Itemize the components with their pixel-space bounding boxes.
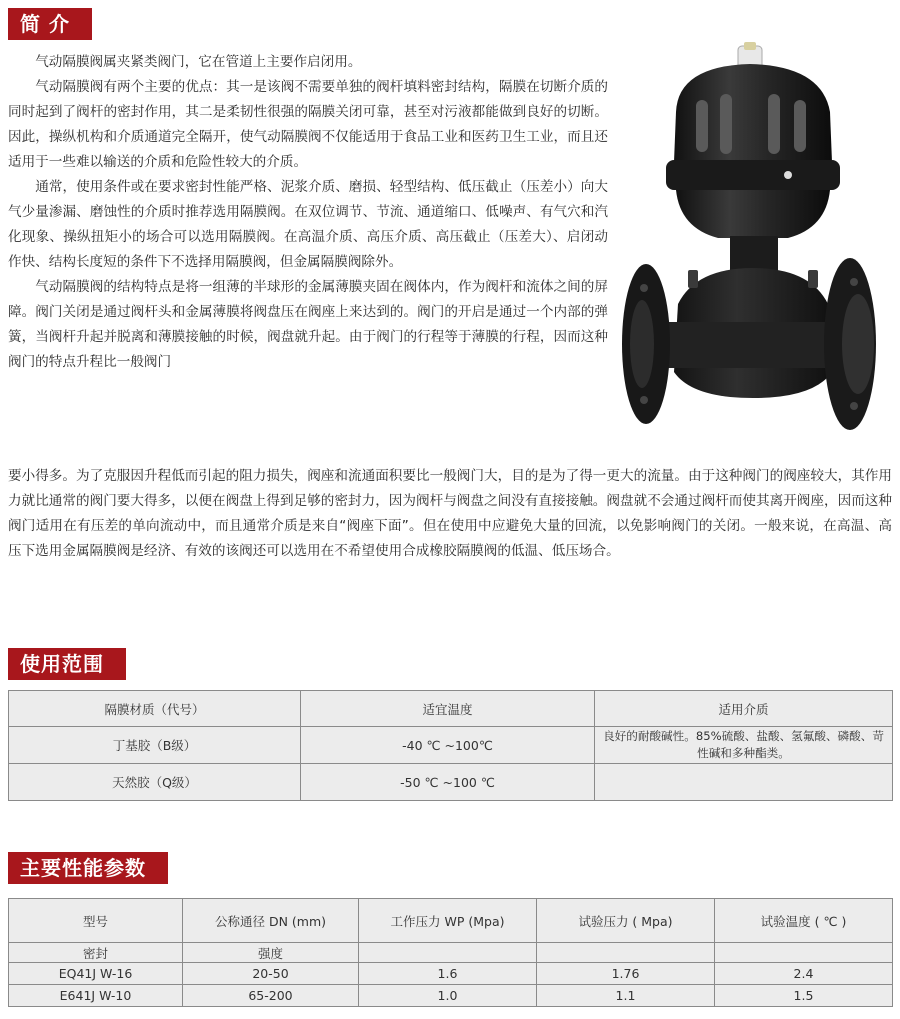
column-header-temperature: 适宜温度	[301, 691, 595, 727]
intro-text-continued	[8, 464, 892, 564]
table-header-row	[9, 691, 893, 727]
intro-text-block	[8, 50, 608, 375]
column-header-test-pressure: 试验压力 ( Mpa)	[537, 899, 715, 943]
table-cell: 65-200	[183, 985, 359, 1007]
performance-params-table	[8, 898, 893, 1007]
table-cell: EQ41J W-16	[9, 963, 183, 985]
intro-paragraph-2: 气动隔膜阀有两个主要的优点：其一是该阀不需要单独的阀杆填料密封结构，隔膜在切断介质的同时起到了阀杆的密封作用，其二是柔韧性很强的隔膜关闭可靠，甚至对污液都能做到良好的切断。因此，操纵机构和介质通道完全隔开，使气动隔膜阀不仅能适用于食品工业和医药卫生工业，而且还适用于一些难以输送的介质和危险性较大的介质。	[8, 79, 608, 170]
intro-paragraph-3: 通常，使用条件或在要求密封性能严格、泥浆介质、磨损、轻型结构、低压截止（压差小）向大气少量渗漏、磨蚀性的介质时推荐选用隔膜阀。在双位调节、节流、通道缩口、低噪声、有气穴和汽化现象、操纵扭矩小的场合可以选用隔膜阀。在高温介质、高压介质、高压截止（压差大）、启闭动作快、结构长度短的条件下不选择用隔膜阀，但金属隔膜阀除外。	[8, 179, 608, 270]
intro-paragraph-4-continued: 要小得多。为了克服因升程低而引起的阻力损失，阀座和流通面积要比一般阀门大，目的是为了得一更大的流量。由于这种阀门的阀座较大，其作用力就比通常的阀门要大得多，以便在阀盘上得到足够的密封力，因为阀杆与阀盘之间没有直接接触。阀盘就不会通过阀杆而使其离开阀座，因而这种阀门适用在有压差的单向流动中，而且通常介质是来自“阀座下面”。但在使用中应避免大量的回流，以免影响阀门的关闭。一般来说，在高温、高压下选用金属隔膜阀是经济、有效的该阀还可以选用在不希望使用合成橡胶隔膜阀的低温、低压场合。	[8, 468, 892, 559]
table-cell: 1.76	[537, 963, 715, 985]
table-cell: -50 ℃ ~100 ℃	[301, 764, 595, 801]
table-cell: 天然胶（Q级）	[9, 764, 301, 801]
column-header-working-pressure: 工作压力 WP (Mpa)	[359, 899, 537, 943]
column-header-test-temperature: 试验温度 ( ℃ )	[715, 899, 893, 943]
subheader-cell	[537, 943, 715, 963]
table-cell: 1.0	[359, 985, 537, 1007]
table-cell	[595, 764, 893, 801]
table-cell: 丁基胶（B级）	[9, 727, 301, 764]
subheader-cell	[359, 943, 537, 963]
subheader-cell	[715, 943, 893, 963]
usage-range-table	[8, 690, 893, 801]
pneumatic-diaphragm-valve-icon	[618, 42, 880, 442]
column-header-material: 隔膜材质（代号）	[9, 691, 301, 727]
intro-paragraph-1: 气动隔膜阀属夹紧类阀门，它在管道上主要作启闭用。	[35, 54, 362, 70]
params-section-title: 主要性能参数	[8, 852, 168, 884]
table-row	[9, 963, 893, 985]
table-subheader-row	[9, 943, 893, 963]
table-cell: 1.1	[537, 985, 715, 1007]
column-header-model: 型号	[9, 899, 183, 943]
intro-section-title: 简 介	[8, 8, 92, 40]
table-cell: 1.6	[359, 963, 537, 985]
table-cell: 20-50	[183, 963, 359, 985]
subheader-cell-strength: 强度	[183, 943, 359, 963]
column-header-media: 适用介质	[595, 691, 893, 727]
table-row	[9, 985, 893, 1007]
table-row	[9, 727, 893, 764]
table-header-row	[9, 899, 893, 943]
intro-paragraph-4: 气动隔膜阀的结构特点是将一组薄的半球形的金属薄膜夹固在阀体内，作为阀杆和流体之间的屏障。阀门关闭是通过阀杆头和金属薄膜将阀盘压在阀座上来达到的。阀门的开启是通过一个内部的弹簧，当阀杆升起并脱离和薄膜接触的时候，阀盘就升起。由于阀门的行程等于薄膜的行程，因而这种阀门的特点升程比一般阀门	[8, 279, 608, 370]
table-cell: E641J W-10	[9, 985, 183, 1007]
column-header-nominal-diameter: 公称通径 DN (mm)	[183, 899, 359, 943]
table-cell: 2.4	[715, 963, 893, 985]
table-row	[9, 764, 893, 801]
table-cell: -40 ℃ ~100℃	[301, 727, 595, 764]
usage-section-title: 使用范围	[8, 648, 126, 680]
table-cell: 良好的耐酸碱性。85%硫酸、盐酸、氢氟酸、磷酸、苛性碱和多种酯类。	[595, 727, 893, 764]
subheader-cell-seal: 密封	[9, 943, 183, 963]
table-cell: 1.5	[715, 985, 893, 1007]
